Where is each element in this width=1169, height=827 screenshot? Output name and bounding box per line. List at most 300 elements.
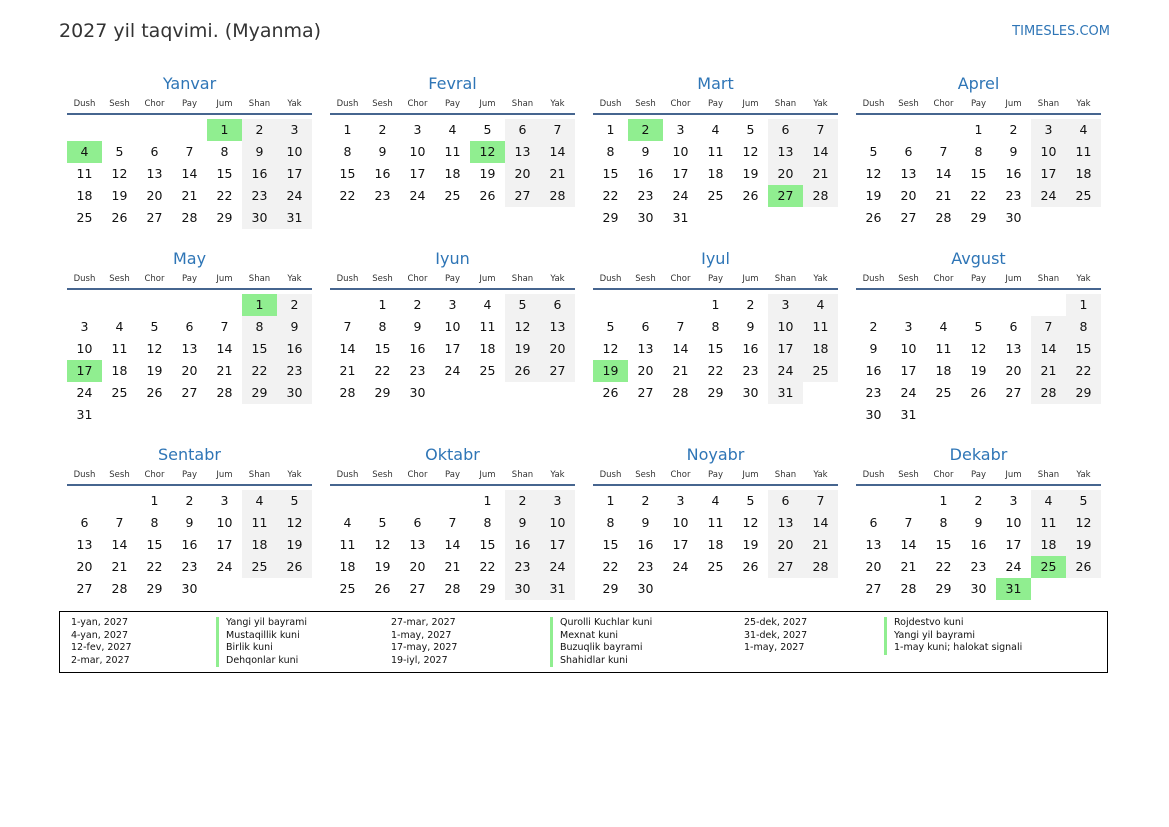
day-cell: 14 [672,341,689,356]
day-cell: 17 [444,341,461,356]
day-cell: 30 [970,581,987,596]
day-cell: 8 [220,144,229,159]
empty-cell [102,119,137,141]
day-cell: 10 [409,144,426,159]
day-cell: 10 [672,515,689,530]
month-name: Noyabr [686,445,745,464]
day-cell: 4 [1031,490,1066,512]
day-cell: 14 [181,166,198,181]
day-cell-holiday: 12 [470,141,505,163]
day-cell: 8 [242,316,277,338]
day-cell: 9 [505,512,540,534]
day-cell: 12 [374,537,391,552]
day-cell: 28 [540,185,575,207]
day-cell: 12 [505,316,540,338]
day-cell: 5 [115,144,124,159]
weekday-label: Shan [511,99,534,109]
day-cell: 5 [150,319,159,334]
day-cell: 19 [505,338,540,360]
day-cell: 26 [742,188,759,203]
weekday-label: Chor [144,99,165,109]
day-cell: 14 [935,166,952,181]
day-cell: 12 [146,341,163,356]
day-cell: 15 [970,166,987,181]
holiday-list [59,611,1108,673]
day-cell: 13 [768,141,803,163]
day-cell: 7 [343,319,352,334]
day-cell: 3 [676,493,685,508]
day-cell: 10 [672,144,689,159]
day-cell: 22 [707,363,724,378]
day-cell: 5 [746,122,755,137]
weekday-label: Jum [742,274,759,284]
day-cell: 1 [974,122,983,137]
empty-cell [67,490,102,512]
month-block [67,445,312,600]
holiday-name: Yangi yil bayrami [884,630,1022,643]
empty-cell [926,294,961,316]
day-cell: 6 [150,144,159,159]
empty-cell [330,490,365,512]
weekday-header [67,97,312,115]
day-cell: 18 [1031,534,1066,556]
day-cell: 16 [374,166,391,181]
weekday-label: Sesh [109,274,130,284]
weekday-label: Chor [670,470,691,480]
day-cell: 20 [768,163,803,185]
day-cell: 16 [181,537,198,552]
day-cell: 23 [865,385,882,400]
day-cell-holiday: 27 [768,185,803,207]
day-cell: 29 [707,385,724,400]
day-cell: 11 [444,144,461,159]
day-cell: 3 [768,294,803,316]
day-cell: 9 [974,515,983,530]
day-cell: 20 [181,363,198,378]
day-cell: 15 [339,166,356,181]
weekday-label: Pay [445,99,460,109]
day-cell: 28 [339,385,356,400]
day-cell: 27 [181,385,198,400]
weekday-label: Dush [862,274,885,284]
day-cell: 25 [707,559,724,574]
day-cell: 7 [220,319,229,334]
weekday-label: Chor [144,470,165,480]
day-cell: 21 [900,559,917,574]
day-cell: 29 [935,581,952,596]
day-cell: 2 [277,294,312,316]
weekday-label: Shan [1037,99,1060,109]
empty-cell [172,294,207,316]
day-cell: 3 [448,297,457,312]
weekday-label: Dush [862,470,885,480]
day-cell: 23 [970,559,987,574]
day-cell: 6 [80,515,89,530]
holiday-name: Yangi yil bayrami [216,617,307,630]
day-cell: 7 [904,515,913,530]
month-block [856,74,1101,229]
day-cell: 11 [935,341,952,356]
month-name: Fevral [428,74,477,93]
day-cell: 20 [76,559,93,574]
day-cell: 14 [111,537,128,552]
day-cell: 8 [483,515,492,530]
day-cell: 16 [865,363,882,378]
empty-cell [137,119,172,141]
day-cell: 20 [505,163,540,185]
day-cell: 30 [409,385,426,400]
day-cell: 20 [409,559,426,574]
weekday-label: Sesh [635,470,656,480]
holiday-date: 1-may, 2027 [744,642,805,653]
day-cell: 6 [1009,319,1018,334]
day-cell: 30 [242,207,277,229]
day-cell: 29 [146,581,163,596]
day-cell: 2 [1009,122,1018,137]
day-cell: 18 [479,341,496,356]
day-cell: 1 [606,122,615,137]
weekday-label: Shan [1037,470,1060,480]
weekday-label: Yak [1076,274,1091,284]
day-cell: 28 [111,581,128,596]
weekday-label: Shan [248,470,271,480]
day-cell: 29 [1066,382,1101,404]
day-cell: 8 [150,515,159,530]
day-cell: 7 [448,515,457,530]
holiday-date: 19-iyl, 2027 [391,654,448,666]
day-cell: 20 [1005,363,1022,378]
day-cell: 3 [1031,119,1066,141]
day-cell-holiday: 31 [996,578,1031,600]
empty-cell [67,119,102,141]
holiday-date: 27-mar, 2027 [391,617,456,628]
day-cell: 8 [939,515,948,530]
month-block [593,74,838,229]
day-cell: 12 [970,341,987,356]
day-cell: 10 [1005,515,1022,530]
day-cell: 2 [413,297,422,312]
day-cell: 21 [1031,360,1066,382]
weekday-label: Yak [813,99,828,109]
day-cell: 27 [146,210,163,225]
empty-cell [172,119,207,141]
day-cell: 6 [768,119,803,141]
site-link[interactable]: TIMESLES.COM [1012,24,1110,39]
empty-cell [926,119,961,141]
empty-cell [891,294,926,316]
day-cell: 26 [865,210,882,225]
day-cell: 16 [1005,166,1022,181]
day-cell: 20 [865,559,882,574]
day-cell: 31 [540,578,575,600]
day-cell-holiday: 19 [593,360,628,382]
day-cell: 18 [707,166,724,181]
weekday-header [67,272,312,290]
day-cell: 29 [602,210,619,225]
day-grid [856,490,1101,600]
holiday-name: Mustaqillik kuni [216,630,307,643]
day-cell: 17 [409,166,426,181]
weekday-label: Shan [1037,274,1060,284]
day-cell: 22 [374,363,391,378]
day-cell: 17 [1005,537,1022,552]
weekday-label: Shan [511,274,534,284]
month-name: May [172,249,207,268]
day-cell: 16 [505,534,540,556]
weekday-label: Chor [933,274,954,284]
month-name: Dekabr [949,445,1008,464]
weekday-label: Yak [550,99,565,109]
day-cell: 13 [637,341,654,356]
day-cell: 19 [111,188,128,203]
day-cell: 24 [277,185,312,207]
day-cell: 2 [242,119,277,141]
day-cell: 22 [216,188,233,203]
day-cell: 4 [711,493,720,508]
day-cell: 3 [1009,493,1018,508]
day-cell: 20 [540,338,575,360]
day-cell: 12 [742,144,759,159]
day-cell: 2 [869,319,878,334]
weekday-label: Dush [599,99,622,109]
weekday-header [67,468,312,486]
day-cell: 27 [637,385,654,400]
day-cell: 17 [216,537,233,552]
day-cell: 3 [80,319,89,334]
day-cell: 1 [483,493,492,508]
day-cell: 23 [242,185,277,207]
day-cell: 22 [242,360,277,382]
day-cell: 11 [803,316,838,338]
empty-cell [663,294,698,316]
day-cell: 6 [768,490,803,512]
day-cell: 3 [413,122,422,137]
day-cell: 8 [606,144,615,159]
day-cell: 21 [803,534,838,556]
day-cell: 25 [803,360,838,382]
day-cell: 18 [339,559,356,574]
day-cell: 30 [637,210,654,225]
day-cell: 11 [339,537,356,552]
day-cell: 27 [1005,385,1022,400]
weekday-label: Pay [971,99,986,109]
day-cell: 19 [277,534,312,556]
day-cell: 5 [869,144,878,159]
day-cell: 25 [242,556,277,578]
day-cell: 21 [803,163,838,185]
weekday-label: Jum [1005,99,1022,109]
day-cell: 18 [76,188,93,203]
day-cell: 22 [339,188,356,203]
day-cell: 8 [711,319,720,334]
day-cell: 22 [602,559,619,574]
weekday-label: Pay [971,274,986,284]
day-cell: 2 [641,493,650,508]
empty-cell [961,294,996,316]
day-cell: 21 [444,559,461,574]
day-cell: 31 [672,210,689,225]
day-cell: 21 [935,188,952,203]
holiday-dates-column [391,617,457,667]
day-cell: 7 [115,515,124,530]
weekday-label: Jum [1005,274,1022,284]
day-cell: 28 [803,185,838,207]
day-grid [67,119,312,229]
page-title: 2027 yil taqvimi. (Myanma) [59,20,322,42]
day-cell: 4 [242,490,277,512]
day-cell: 14 [444,537,461,552]
day-cell: 24 [1005,559,1022,574]
empty-cell [400,490,435,512]
day-cell: 13 [768,512,803,534]
day-cell: 21 [181,188,198,203]
day-cell: 11 [242,512,277,534]
day-cell: 17 [900,363,917,378]
day-cell-holiday: 25 [1031,556,1066,578]
day-cell: 26 [277,556,312,578]
weekday-label: Pay [445,470,460,480]
day-cell: 28 [900,581,917,596]
day-cell: 10 [768,316,803,338]
day-cell: 4 [343,515,352,530]
day-cell: 21 [216,363,233,378]
day-cell: 28 [935,210,952,225]
day-grid [330,490,575,600]
day-cell: 1 [150,493,159,508]
day-cell: 29 [970,210,987,225]
weekday-label: Dush [73,274,96,284]
empty-cell [856,294,891,316]
day-cell: 3 [220,493,229,508]
day-cell: 24 [540,556,575,578]
day-cell: 4 [115,319,124,334]
empty-cell [435,490,470,512]
weekday-label: Yak [287,99,302,109]
day-cell: 11 [479,319,496,334]
day-cell: 15 [602,537,619,552]
holiday-name: Shahidlar kuni [550,655,652,668]
day-cell: 27 [865,581,882,596]
day-cell: 7 [939,144,948,159]
day-cell: 5 [746,493,755,508]
day-cell: 14 [803,141,838,163]
day-cell: 19 [742,537,759,552]
day-cell: 26 [479,188,496,203]
day-cell: 5 [378,515,387,530]
day-cell: 30 [637,581,654,596]
day-cell-holiday: 17 [67,360,102,382]
day-cell: 14 [540,141,575,163]
day-cell: 20 [146,188,163,203]
day-cell: 2 [185,493,194,508]
day-cell: 10 [277,141,312,163]
day-cell: 13 [900,166,917,181]
day-cell: 26 [1066,556,1101,578]
day-cell: 23 [1005,188,1022,203]
day-cell: 24 [444,363,461,378]
day-cell: 1 [939,493,948,508]
day-cell: 3 [676,122,685,137]
day-cell: 31 [768,382,803,404]
day-cell: 24 [216,559,233,574]
weekday-label: Yak [550,274,565,284]
weekday-label: Yak [813,274,828,284]
day-cell: 6 [505,119,540,141]
weekday-label: Sesh [635,99,656,109]
weekday-label: Sesh [635,274,656,284]
day-cell: 4 [711,122,720,137]
day-grid [593,294,838,404]
empty-cell [67,294,102,316]
day-cell: 16 [637,537,654,552]
day-cell: 13 [865,537,882,552]
day-cell: 22 [479,559,496,574]
day-cell: 8 [378,319,387,334]
day-cell: 21 [540,163,575,185]
day-cell: 4 [939,319,948,334]
day-cell: 5 [1066,490,1101,512]
day-cell: 15 [935,537,952,552]
day-cell: 23 [637,188,654,203]
day-cell: 26 [970,385,987,400]
holiday-date: 1-may, 2027 [391,629,452,641]
day-cell: 7 [803,490,838,512]
weekday-label: Jum [479,274,496,284]
day-grid [67,294,312,426]
day-cell: 22 [935,559,952,574]
weekday-label: Jum [216,470,233,480]
day-cell: 23 [637,559,654,574]
weekday-label: Dush [73,99,96,109]
day-cell: 2 [746,297,755,312]
day-cell: 5 [505,294,540,316]
day-cell: 15 [1066,338,1101,360]
day-cell: 2 [378,122,387,137]
weekday-label: Shan [248,274,271,284]
weekday-label: Pay [445,274,460,284]
month-block [330,445,575,600]
day-cell: 15 [602,166,619,181]
month-name: Iyun [435,249,470,268]
empty-cell [102,294,137,316]
holiday-name: Buzuqlik bayrami [550,642,652,655]
day-cell: 5 [483,122,492,137]
day-cell: 6 [641,319,650,334]
day-cell: 29 [479,581,496,596]
month-name: Mart [697,74,734,93]
day-cell: 9 [641,144,650,159]
day-cell: 26 [602,385,619,400]
day-cell-holiday: 1 [242,294,277,316]
day-cell-holiday: 2 [628,119,663,141]
day-cell: 15 [216,166,233,181]
day-cell: 16 [742,341,759,356]
weekday-label: Dush [862,99,885,109]
day-cell: 28 [1031,382,1066,404]
day-cell: 9 [1009,144,1018,159]
weekday-label: Dush [73,470,96,480]
day-cell: 18 [935,363,952,378]
day-cell: 17 [672,166,689,181]
day-cell: 19 [374,559,391,574]
day-cell: 8 [606,515,615,530]
weekday-label: Shan [774,470,797,480]
weekday-label: Dush [336,470,359,480]
day-cell: 8 [343,144,352,159]
holiday-date: 31-dek, 2027 [744,629,808,641]
weekday-label: Sesh [372,99,393,109]
day-cell: 16 [637,166,654,181]
